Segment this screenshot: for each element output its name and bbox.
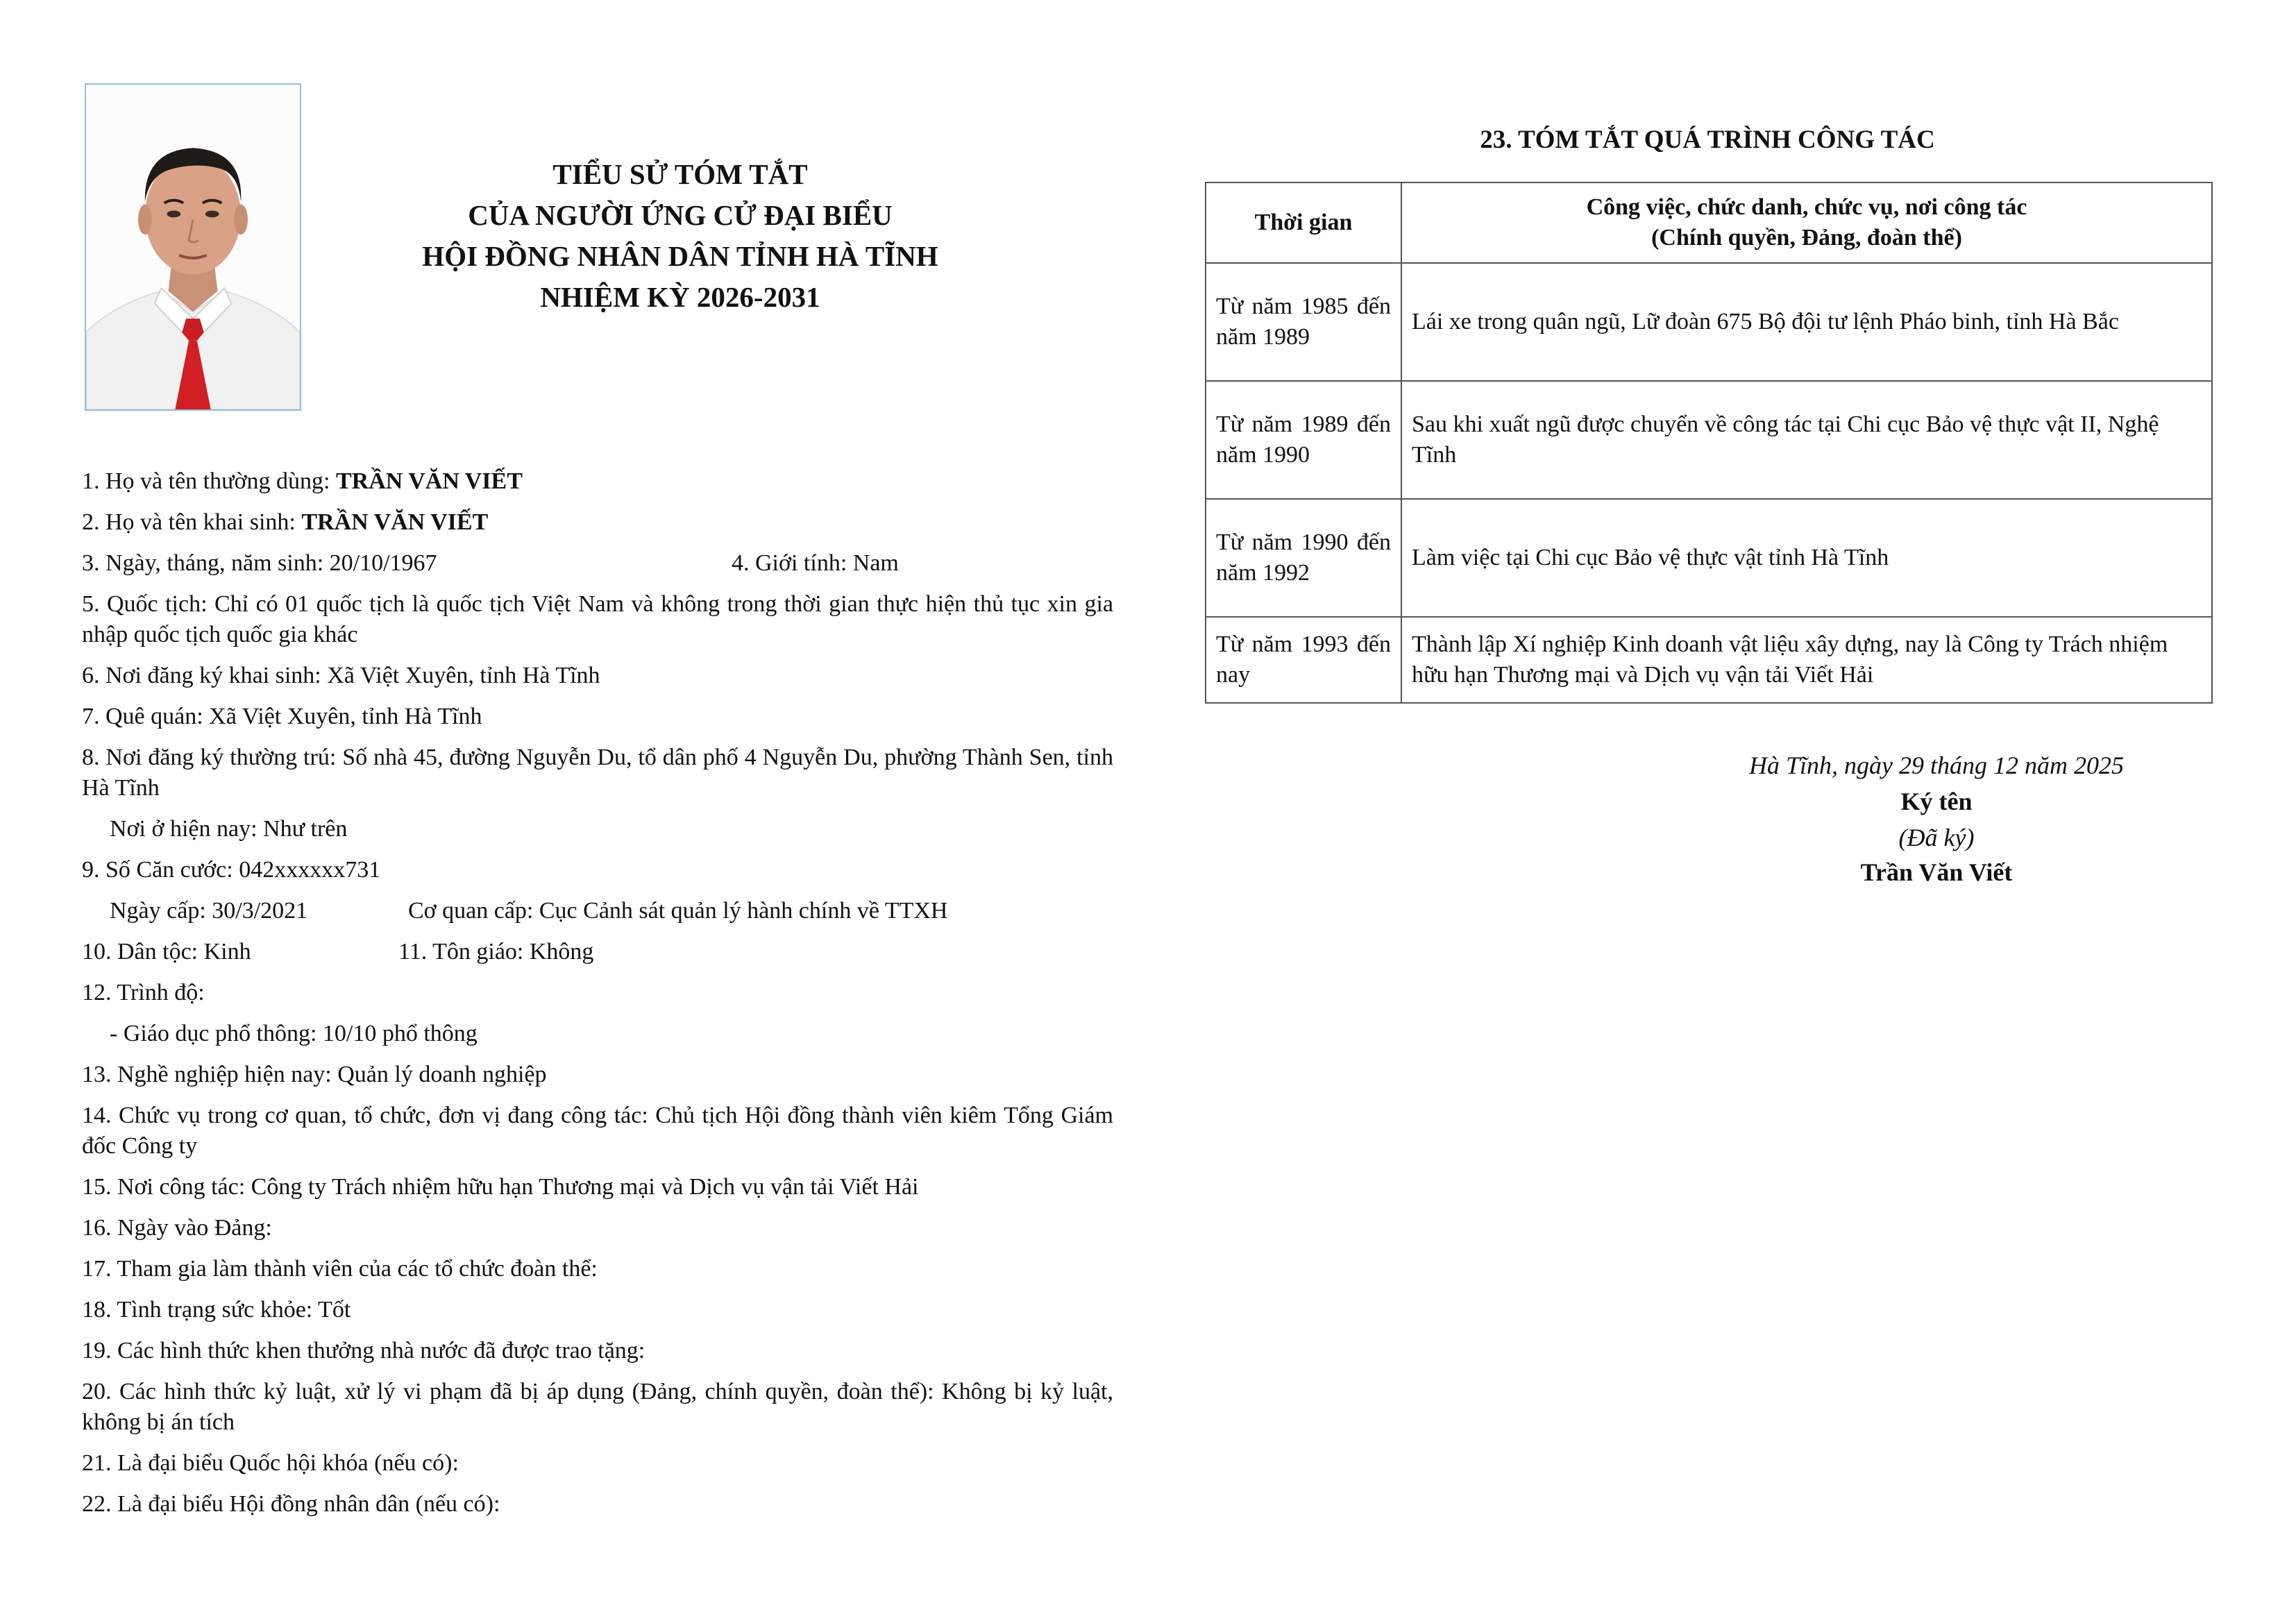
field-id-issue [82,896,1113,926]
header-time: Thời gian [1206,182,1401,263]
work-history-table [1205,182,2213,704]
field-ethnicity: 10. Dân tộc: Kinh [82,939,251,965]
title-line-1: TIỂU SỬ TÓM TẮT [552,158,808,190]
common-name-value: TRẦN VĂN VIẾT [335,468,523,494]
field-dob: 3. Ngày, tháng, năm sinh: 20/10/1967 [82,550,437,576]
table-row [1206,617,2212,703]
field-hometown: 7. Quê quán: Xã Việt Xuyên, tỉnh Hà Tĩnh [82,704,482,729]
field-general-education: - Giáo dục phổ thông: 10/10 phổ thông [110,1021,478,1046]
row-time: Từ năm 1990 đến năm 1992 [1206,499,1401,617]
place-date: Hà Tĩnh, ngày 29 tháng 12 năm 2025 [1749,751,2124,779]
row-description: Thành lập Xí nghiệp Kinh doanh vật liệu xây dựng, nay là Công ty Trách nhiệm hữu hạn Thương mại và Dịch vụ vận tải Viết Hải [1401,617,2212,703]
field-birth-name: 2. Họ và tên khai sinh: TRẦN VĂN VIẾT [82,509,489,535]
field-gender: 4. Giới tính: Nam [732,550,899,576]
title-line-2: CỦA NGƯỜI ỨNG CỬ ĐẠI BIỂU [468,199,893,231]
field-awards: 19. Các hình thức khen thưởng nhà nước đã được trao tặng: [82,1338,645,1363]
birth-name-value: TRẦN VĂN VIẾT [301,509,489,535]
field-health: 18. Tình trạng sức khỏe: Tốt [82,1297,351,1323]
portrait-photo [85,83,301,411]
field-nationality: 5. Quốc tịch: Chỉ có 01 quốc tịch là quốc tịch Việt Nam và không trong thời gian thực hiện thủ tục xin gia nhập quốc tịch quốc gia khác [82,591,1113,647]
field-party-date: 16. Ngày vào Đảng: [82,1215,272,1241]
field-current-residence: Nơi ở hiện nay: Như trên [110,816,348,842]
table-row [1206,499,2212,617]
field-position: 14. Chức vụ trong cơ quan, tổ chức, đơn vị đang công tác: Chủ tịch Hội đồng thành viên kiêm Tổng Giám đốc Công ty [82,1103,1113,1159]
field-education: 12. Trình độ: [82,980,205,1005]
work-history-title: 23. TÓM TẮT QUÁ TRÌNH CÔNG TÁC [1480,126,1935,154]
field-discipline: 20. Các hình thức kỷ luật, xử lý vi phạm đã bị áp dụng (Đảng, chính quyền, đoàn thể): Không bị kỷ luật, không bị án tích [82,1379,1113,1435]
field-national-assembly: 21. Là đại biểu Quốc hội khóa (nếu có): [82,1450,459,1476]
field-permanent-residence: 8. Nơi đăng ký thường trú: Số nhà 45, đường Nguyễn Du, tổ dân phố 4 Nguyễn Du, phường Thành Sen, tỉnh Hà Tĩnh [82,745,1113,801]
row-time: Từ năm 1989 đến năm 1990 [1206,381,1401,499]
field-id-number: 9. Số Căn cước: 042xxxxxx731 [82,857,381,883]
field-id-issue-agency: Cơ quan cấp: Cục Cảnh sát quản lý hành chính về TTXH [408,898,948,924]
field-occupation: 13. Nghề nghiệp hiện nay: Quản lý doanh nghiệp [82,1062,547,1087]
table-row [1206,381,2212,499]
title-line-3: HỘI ĐỒNG NHÂN DÂN TỈNH HÀ TĨNH [422,240,938,272]
personal-info [82,466,1113,1530]
sign-label: Ký tên [1900,788,1973,815]
work-history-header [1206,182,2212,263]
signer-name: Trần Văn Viết [1860,858,2013,886]
row-time: Từ năm 1993 đến nay [1206,617,1401,703]
field-id-issue-date: Ngày cấp: 30/3/2021 [110,898,308,924]
row-time: Từ năm 1985 đến năm 1989 [1206,263,1401,381]
header-description: Công việc, chức danh, chức vụ, nơi công tác (Chính quyền, Đảng, đoàn thể) [1401,182,2212,263]
signed-note: (Đã ký) [1898,824,1975,851]
row-description: Làm việc tại Chi cục Bảo vệ thực vật tỉnh Hà Tĩnh [1401,499,2212,617]
title-line-4: NHIỆM KỲ 2026-2031 [540,281,820,313]
document-title [326,154,1034,318]
field-workplace: 15. Nơi công tác: Công ty Trách nhiệm hữu hạn Thương mại và Dịch vụ vận tải Viết Hải [82,1174,919,1200]
field-religion: 11. Tôn giáo: Không [398,939,594,965]
field-ethnicity-religion [82,937,1113,967]
field-organizations: 17. Tham gia làm thành viên của các tổ chức đoàn thể: [82,1256,598,1282]
row-description: Lái xe trong quân ngũ, Lữ đoàn 675 Bộ đội tư lệnh Pháo binh, tỉnh Hà Bắc [1401,263,2212,381]
table-row [1206,263,2212,381]
field-common-name: 1. Họ và tên thường dùng: TRẦN VĂN VIẾT [82,468,523,494]
field-peoples-council: 22. Là đại biểu Hội đồng nhân dân (nếu có): [82,1491,500,1517]
field-birth-registration: 6. Nơi đăng ký khai sinh: Xã Việt Xuyên, tỉnh Hà Tĩnh [82,663,600,688]
field-dob-gender [82,548,1113,579]
row-description: Sau khi xuất ngũ được chuyển về công tác tại Chi cục Bảo vệ thực vật II, Nghệ Tĩnh [1401,381,2212,499]
